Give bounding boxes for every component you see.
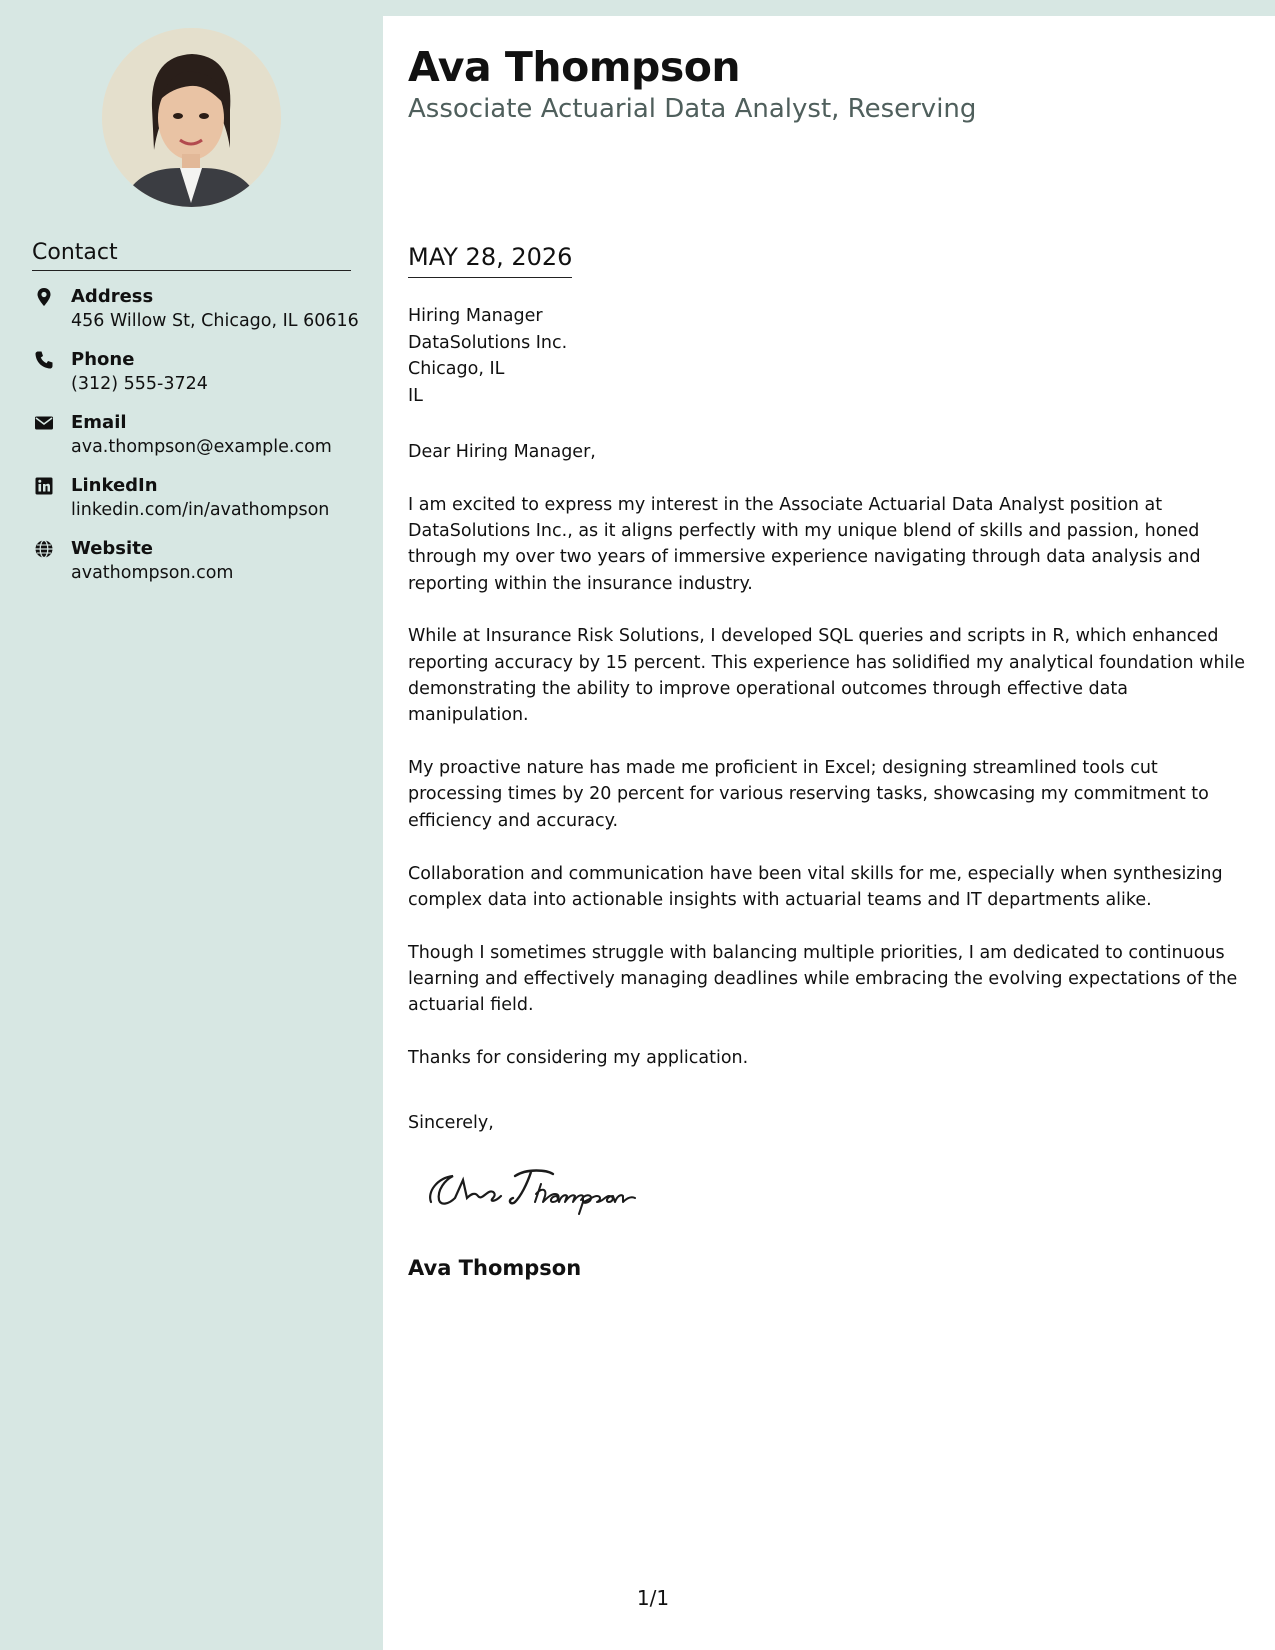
salutation: Dear Hiring Manager, (408, 442, 596, 462)
recipient-block (408, 303, 1248, 409)
contact-website (32, 537, 362, 600)
contact-phone (32, 348, 362, 411)
body-paragraph: My proactive nature has made me proficient in Excel; designing streamlined tools cut processing times by 20 percent for various reserving tasks, showcasing my commitment to efficiency and accuracy. (408, 758, 1209, 831)
contact-linkedin (32, 474, 362, 537)
globe-icon (34, 539, 54, 559)
contact-address (32, 285, 362, 348)
job-title: Associate Actuarial Data Analyst, Reserving (408, 94, 977, 124)
map-pin-icon (34, 287, 54, 307)
body-paragraph: Though I sometimes struggle with balancing multiple priorities, I am dedicated to continuous learning and effectively managing deadlines while embracing the evolving expectations of the actuarial field. (408, 942, 1238, 1016)
body-paragraph: Thanks for considering my application. (408, 1048, 749, 1069)
page-number: 1/1 (636, 1586, 670, 1610)
recipient-line: DataSolutions Inc. (408, 332, 568, 353)
sidebar (0, 0, 383, 1650)
contact-value: ava.thompson@example.com (71, 437, 332, 457)
body-paragraph: While at Insurance Risk Solutions, I developed SQL queries and scripts in R, which enhanced reporting accuracy by 15 percent. This experience has solidified my analytical foundation while demonstrating the ability to improve operational outcomes through effective data manipulation. (408, 626, 1246, 726)
recipient-line: Hiring Manager (408, 306, 543, 326)
contact-label: Website (71, 538, 154, 559)
contact-list (32, 285, 362, 600)
letter-page (383, 16, 1275, 1650)
avatar (102, 28, 281, 207)
phone-icon (34, 350, 54, 370)
signature-name: Ava Thompson (408, 1256, 582, 1280)
contact-heading: Contact (32, 240, 351, 271)
body-paragraph: I am excited to express my interest in the Associate Actuarial Data Analyst position at DataSolutions Inc., as it aligns perfectly with my unique blend of skills and passion, honed through my over two years of immersive experience navigating through data analysis and reporting within the insurance industry. (408, 494, 1201, 594)
contact-value: (312) 555-3724 (71, 374, 208, 394)
contact-label: Address (71, 286, 154, 307)
contact-value: avathompson.com (71, 563, 234, 583)
applicant-name: Ava Thompson (408, 43, 741, 91)
portrait-image (102, 28, 281, 207)
contact-label: Phone (71, 349, 135, 370)
recipient-line: IL (408, 385, 423, 406)
linkedin-icon (34, 476, 54, 496)
handwritten-signature (423, 1154, 663, 1224)
contact-value: 456 Willow St, Chicago, IL 60616 (71, 311, 359, 331)
letter-date: MAY 28, 2026 (408, 243, 572, 278)
recipient-line: Chicago, IL (408, 359, 505, 379)
letter-body (408, 439, 1248, 1098)
envelope-icon (34, 413, 54, 433)
contact-label: LinkedIn (71, 475, 158, 496)
body-paragraph: Collaboration and communication have been vital skills for me, especially when synthesizing complex data into actionable insights with actuarial teams and IT departments alike. (408, 863, 1223, 910)
contact-value: linkedin.com/in/avathompson (71, 500, 330, 520)
contact-email (32, 411, 362, 474)
closing: Sincerely, (408, 1113, 494, 1133)
contact-label: Email (71, 412, 127, 433)
